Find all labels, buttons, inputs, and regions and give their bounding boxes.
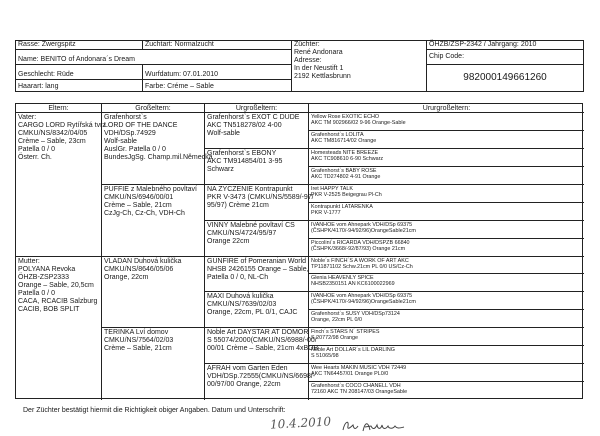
grandparent-cell [102,185,204,257]
great-grandparent-cell [205,364,316,400]
great-great-grandparent-line: PKR V-1777 [311,209,341,216]
great-grandparent-line: 95/97) Crème 21cm [207,201,269,209]
registry-year-field: ÖHZB/ZSP-2342 / Jahrgang: 2010 [427,41,584,50]
great-great-grandparent-line: IVANHOE vom Ahnepark VDH/DSp 69375 [311,221,413,228]
great-grandparent-line: PKR V-3473 (CMKU/NS/5589/-97/ [207,193,314,201]
great-grandparent-line: Patella 0 / 0, NL-Ch [207,273,269,281]
grandparent-line: BundesJgSg. Champ.mil.Německa [104,154,213,161]
great-great-grandparent-cell [309,131,584,149]
great-grandparent-line: VINNY Malebné povltaví CS [207,221,295,229]
great-great-grandparent-line: (ČSHPK/4170/-94/92/96)OrangeSable21cm [311,299,416,306]
great-great-grandparent-line: Noble Art DOLLAR´s LIL DARLING [311,347,395,354]
great-great-grandparent-line: NHSB2350151 AN KC6100022969 [311,281,395,288]
parents-heading: Eltern: [16,104,101,113]
great-great-grandparent-line: Iret HAPPY TALK [311,185,353,192]
great-great-grandparent-line: 72160 AKC TN 208147/03 OrangeSable [311,389,408,396]
great-grandparents-column [205,104,319,400]
great-great-grandparent-line: TP11871102 Schw.21cm PL 0/0 US/Cz-Ch [311,263,413,270]
great-grandparent-cell [205,149,308,185]
parent-line: Österr. Ch. [18,154,52,161]
great-grandparent-cell [205,257,308,293]
great-great-grandparent-line: Noble´s FINCH´S A WORK OF ART AKC [311,257,409,264]
great-great-grandparent-line: Grafenhorst`s SUSY VDH/DSp73124 [311,311,400,318]
great-grandparent-cell [205,328,319,364]
chip-label: Chip Code: [427,50,584,65]
great-great-grandparent-cell [309,292,584,310]
parent-line: Patella 0 / 0 [18,289,55,297]
great-great-grandparent-cell [309,203,584,221]
parent-line: CACA, RCACIB Salzburg [18,297,98,305]
grandparents-column [102,104,213,400]
great-great-grandparent-line: (ČSHPK/4170/-94/92/96)OrangeSable21cm [311,227,416,234]
dog-name-field: Name: BENITO of Andonara´s Dream [16,50,292,65]
parent-line: ÖHZB-ZSP2333 [18,273,69,281]
great-grandparent-cell [205,113,308,149]
great-great-grandparent-cell [309,185,584,203]
great-great-grandparent-cell [309,274,584,292]
great-great-grandparent-line: Wee Hearts MAKIN MUSIC VDH 72449 [311,365,407,372]
coat-type-field: Haarart: lang [16,80,143,92]
great-grandparent-line: Grafenhorst`s EBONY [207,149,277,157]
great-great-grandparent-line: (ČSHPK/3668/-92/87/93) Orange 21cm [311,245,406,252]
color-field: Farbe: Créme – Sable [143,80,292,92]
great-great-grandparent-line: AKC TM816714/02 Orange [311,137,377,144]
great-grandparent-line: AKC TM914854/01 3-95 [207,157,283,165]
breeder-label: Züchter: [294,41,320,48]
great-grandparent-cell [205,185,314,221]
great-grandparent-line: AKC TN518278/02 4-00 [207,122,282,129]
pedigree-sheet [15,40,583,436]
parent-line: Orange – Sable, 20,5cm [18,281,94,289]
great-great-grandparent-cell [309,239,584,257]
address-street: In der Neustift 1 [294,65,344,72]
grandparents-heading: Großeltern: [102,104,204,113]
great-grandparent-line: Orange 22cm [207,237,250,245]
grandparent-line: Crème – Sable, 21cm [104,345,172,353]
great-great-grandparent-line: Homesteads NITE BREEZE [311,149,379,156]
great-grandparent-line: Noble Art DAYSTAR AT DOMOR [207,329,309,337]
great-great-grandparent-cell [309,167,584,185]
great-grandparent-line: NHSB 2426155 Orange – Sable, [207,265,309,273]
grandparent-line: CMKU/NS/7564/02/03 [104,337,174,345]
great-great-grandparent-line: AKC TN64457/01 Orange PL0/0 [311,371,389,378]
grandparent-line: VDH/DSp.74929 [104,130,156,137]
birth-date-field: Wurfdatum: 07.01.2010 [143,65,292,80]
great-grandparent-line: MAXI Duhová kulička [207,293,274,301]
parent-line: POLYANA Revoka [18,265,76,273]
great-great-grandparent-line: Yellow Rose EXOTIC ECHO [311,114,380,120]
great-grandparents-heading: Urgroßeltern: [205,104,308,113]
great-great-grandparent-line: AKC TC908610 6-90 Schwarz [311,155,384,162]
great-great-grandparent-cell [309,113,584,131]
great-great-grandparent-line: Orange, 22cm PL 0/0 [311,317,363,324]
breeder-block [292,41,427,92]
great-great-grandparent-cell [309,257,584,275]
grandparent-line: CMKU/NS/8646/05/06 [104,265,174,273]
sex-field: Geschlecht: Rüde [16,65,143,80]
great-great-grandparent-line: PKR V-2525 Beigegrau Pl-Ch [311,191,382,198]
parent-line: CARGO LORD Rytířská tvrz [18,122,106,129]
parents-column [16,104,106,400]
grandparent-line: VLADAN Duhová kulička [104,257,182,265]
parent-cell [16,113,106,257]
grandparent-cell [102,113,213,185]
great-great-grandparent-cell [309,364,584,382]
grandparent-cell [102,257,204,329]
great-great-grandparent-line: Grafenhorst`s BABY ROSE [311,167,377,174]
great-grandparent-line: Schwarz [207,165,234,173]
great-grandparent-cell [205,221,308,257]
great-great-grandparent-cell [309,221,584,239]
breeding-type-field: Zuchtart: Normalzucht [143,41,292,50]
great-great-grandparent-line: Piccolini´s RICARDA VDH/DSPZB 66840 [311,239,410,246]
great-grandparent-line: AFRAH vom Garten Eden [207,365,288,373]
parent-line: Vater: [18,114,37,121]
great-grandparent-cell [205,292,308,328]
grandparent-line: LORD OF THE DANCE [104,122,178,129]
great-grandparent-line: CMKU/NS/4724/95/97 [207,229,277,237]
header-table [15,40,584,92]
great-great-grandparent-line: Finch´s STARS N´ STRIPES [311,329,380,336]
great-great-grandparents-heading: Ururgroßeltern: [309,104,584,113]
parent-line: CMKU/NS/8342/04/05 [18,130,88,137]
signature-date: 10.4.2010 [269,414,332,432]
breeder-confirmation: Der Züchter bestätigt hiermit die Richtigkeit obiger Angaben. Datum und Unterschrift: [23,407,286,414]
great-great-grandparent-line: Kontrapunkt LATARENKA [311,203,373,210]
grandparent-line: Wolf-sable [104,138,137,145]
grandparent-line: TERINKA Lví domov [104,329,169,337]
great-grandparent-line: VDH/DSp.72555(CMKU/NS/6698/- [207,373,316,381]
great-great-grandparent-cell [309,149,584,167]
chip-code: 982000149661260 [427,65,584,92]
great-great-grandparent-line: Glenia HEAVENLY SPICE [311,275,374,282]
grandparent-line: Orange, 22cm [104,273,149,281]
great-great-grandparent-line: Grafenhorst`s LOLITA [311,131,364,138]
great-grandparent-line: Orange, 22cm, PL 0/1, CAJC [207,309,298,317]
great-great-grandparent-cell [309,328,584,346]
great-grandparent-line: Grafenhorst`s EXOT C DUDE [207,114,300,121]
great-grandparent-line: NA ZYCZENIE Kontrapunkt [207,185,293,193]
grandparent-line: Grafenhorst`s [104,114,147,121]
breed-field: Rasse: Zwergspitz [16,41,143,50]
parent-line: CACIB, BOB SPLIT [18,305,80,313]
parent-line: Crème – Sable, 23cm [18,138,86,145]
great-grandparent-line: 00/97/00 Orange, 22cm [207,381,281,389]
address-city: 2192 Kettlasbrunn [294,73,351,80]
great-great-grandparent-line: Grafenhorst`s COCO CHANELL VDH [311,383,401,390]
great-great-grandparent-line: AKC TD274802 4-91 Orange [311,173,381,180]
pedigree-grid [15,103,583,399]
great-grandparent-line: Wolf-sable [207,130,240,137]
grandparent-line: CMKU/NS/6946/00/01 [104,193,174,201]
grandparent-cell [102,328,204,400]
great-great-grandparent-line: AKC TM 902966/02 9-96 Orange-Sable [311,120,406,126]
great-great-grandparent-cell [309,382,584,400]
great-great-grandparent-cell [309,310,584,328]
great-great-grandparent-cell [309,346,584,364]
great-great-grandparent-line: IVANHOE vom Ahnepark VDH/DSp 69375 [311,293,413,300]
grandparent-line: PUFFIE z Malebného povltaví [104,185,197,193]
grandparent-line: AuslGr. Patella 0 / 0 [104,146,166,153]
handwritten-signature [341,418,407,434]
parent-line: Patella 0 / 0 [18,146,55,153]
breeder-name: René Andonara [294,49,343,56]
great-grandparent-line: CMKU/NS/7639/02/03 [207,301,277,309]
great-grandparent-line: 00/01 Crème – Sable, 21cm 4xBOB [207,345,319,353]
parent-line: Mutter: [18,257,40,265]
great-grandparent-line: S 55074/2000(CMKU/NS/6988/-00/ [207,337,317,345]
grandparent-line: CzJg-Ch, Cz-Ch, VDH-Ch [104,209,185,217]
parent-cell [16,257,101,401]
great-great-grandparent-line: S 51065/98 [311,353,339,360]
great-great-grandparents-column [309,104,584,400]
grandparent-line: Crème – Sable, 21cm [104,201,172,209]
great-grandparent-line: GUNFIRE of Pomeranian World [207,257,307,265]
great-great-grandparent-line: S 20772/98 Orange [311,335,359,342]
address-label: Adresse: [294,57,322,64]
